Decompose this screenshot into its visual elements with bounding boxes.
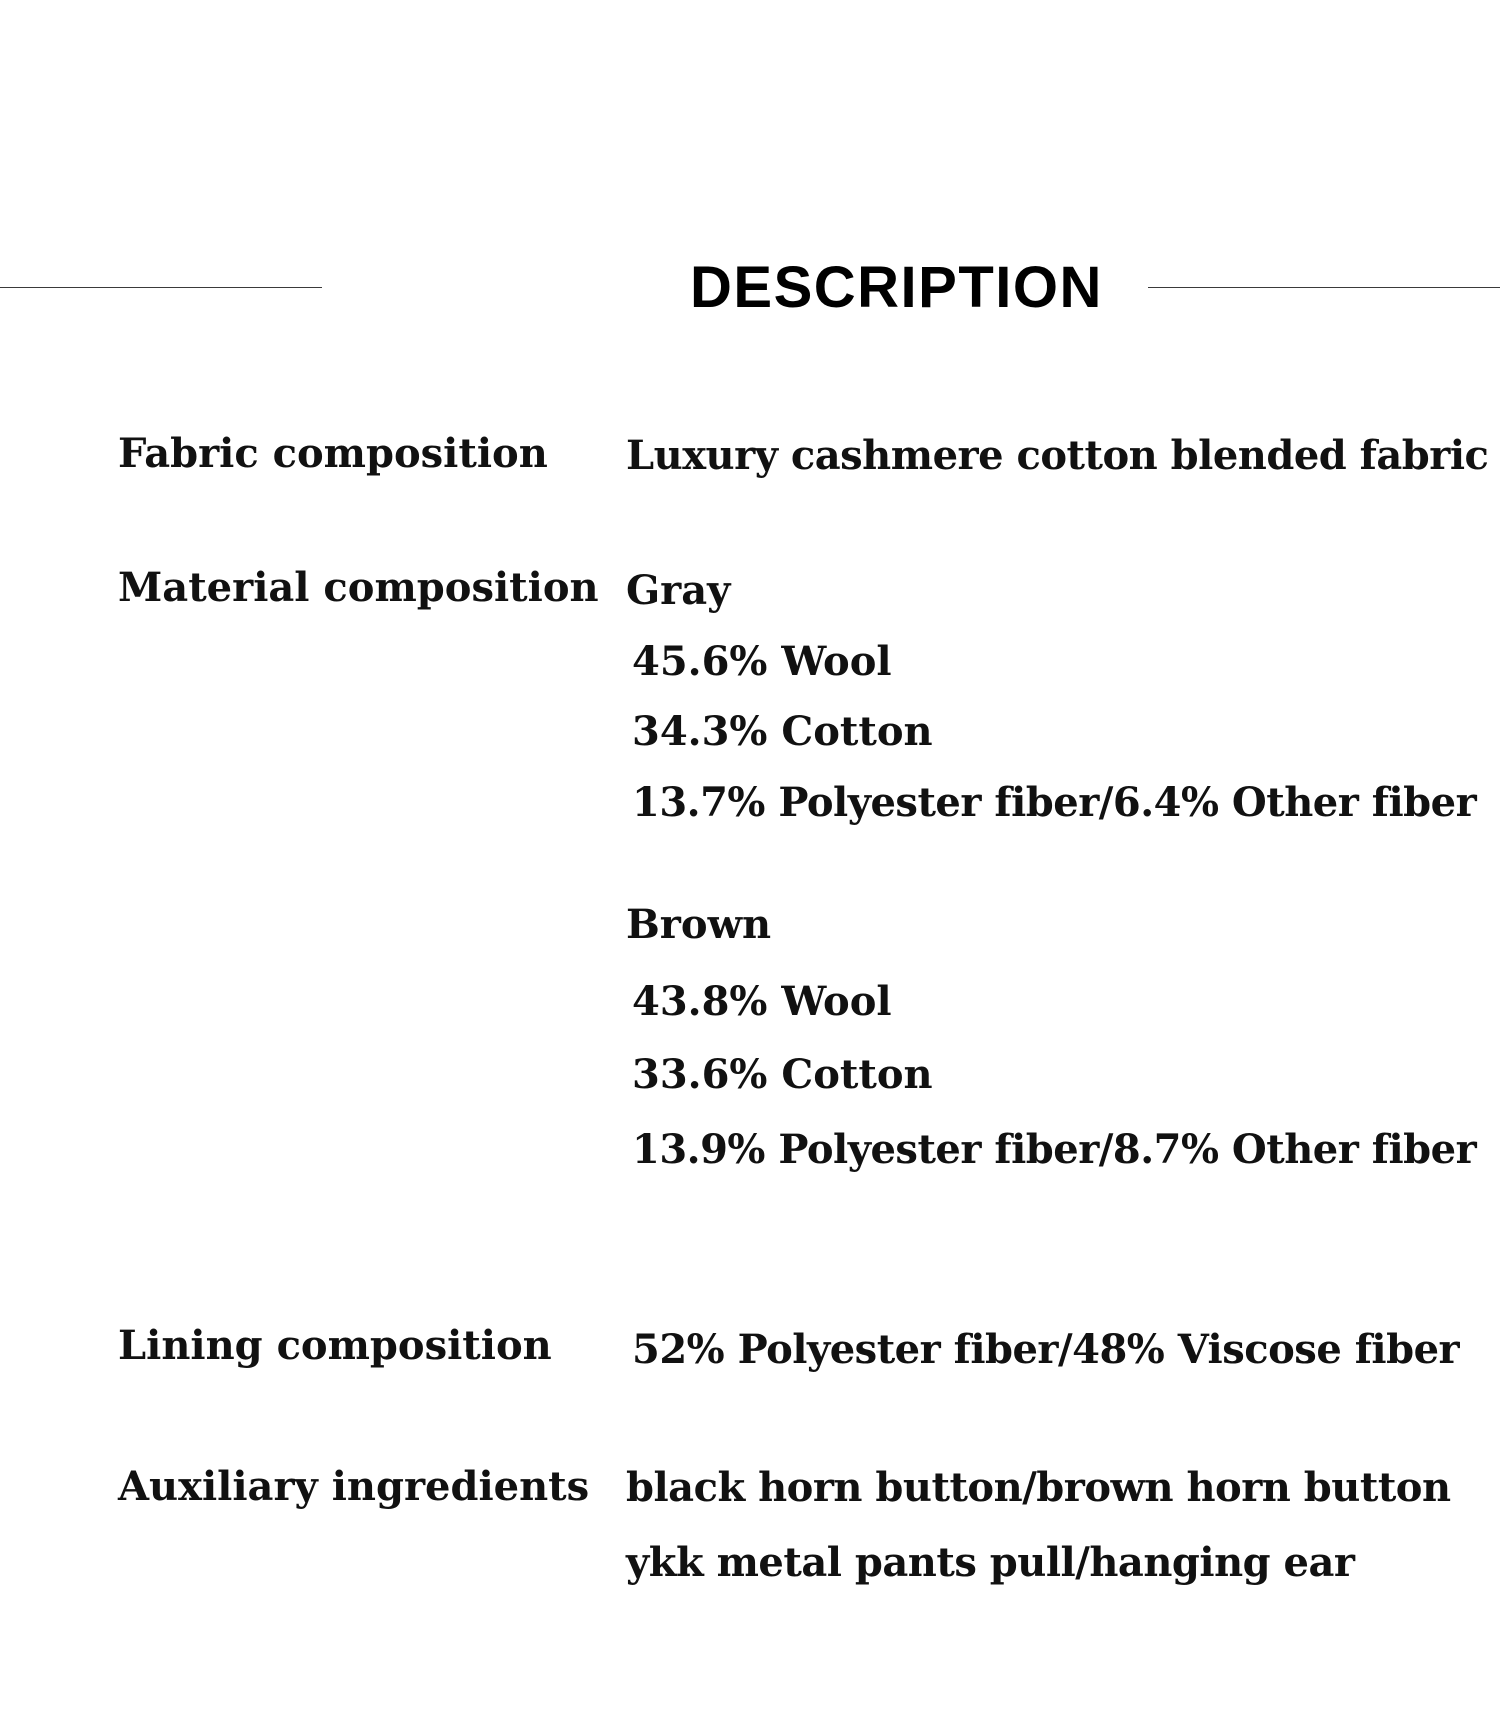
lining-composition-label: Lining composition xyxy=(118,1322,552,1369)
divider-left xyxy=(0,287,322,288)
divider-right xyxy=(1148,287,1500,288)
section-header xyxy=(0,240,1500,320)
auxiliary-ingredients-label: Auxiliary ingredients xyxy=(118,1463,590,1510)
lining-composition-value: 52% Polyester fiber/48% Viscose fiber xyxy=(632,1326,1460,1373)
gray-color-heading: Gray xyxy=(626,567,731,614)
fabric-composition-label: Fabric composition xyxy=(118,430,548,477)
section-title: DESCRIPTION xyxy=(690,255,1103,320)
gray-wool-line: 45.6% Wool xyxy=(632,638,892,685)
brown-polyester-line: 13.9% Polyester fiber/8.7% Other fiber xyxy=(632,1126,1477,1173)
material-composition-label: Material composition xyxy=(118,564,599,611)
auxiliary-zipper-line: ykk metal pants pull/hanging ear xyxy=(626,1539,1355,1586)
gray-polyester-line: 13.7% Polyester fiber/6.4% Other fiber xyxy=(632,779,1477,826)
brown-cotton-line: 33.6% Cotton xyxy=(632,1051,933,1098)
brown-wool-line: 43.8% Wool xyxy=(632,978,892,1025)
fabric-composition-value: Luxury cashmere cotton blended fabric xyxy=(626,432,1489,479)
gray-cotton-line: 34.3% Cotton xyxy=(632,708,933,755)
brown-color-heading: Brown xyxy=(626,901,772,948)
auxiliary-buttons-line: black horn button/brown horn button xyxy=(626,1464,1451,1511)
